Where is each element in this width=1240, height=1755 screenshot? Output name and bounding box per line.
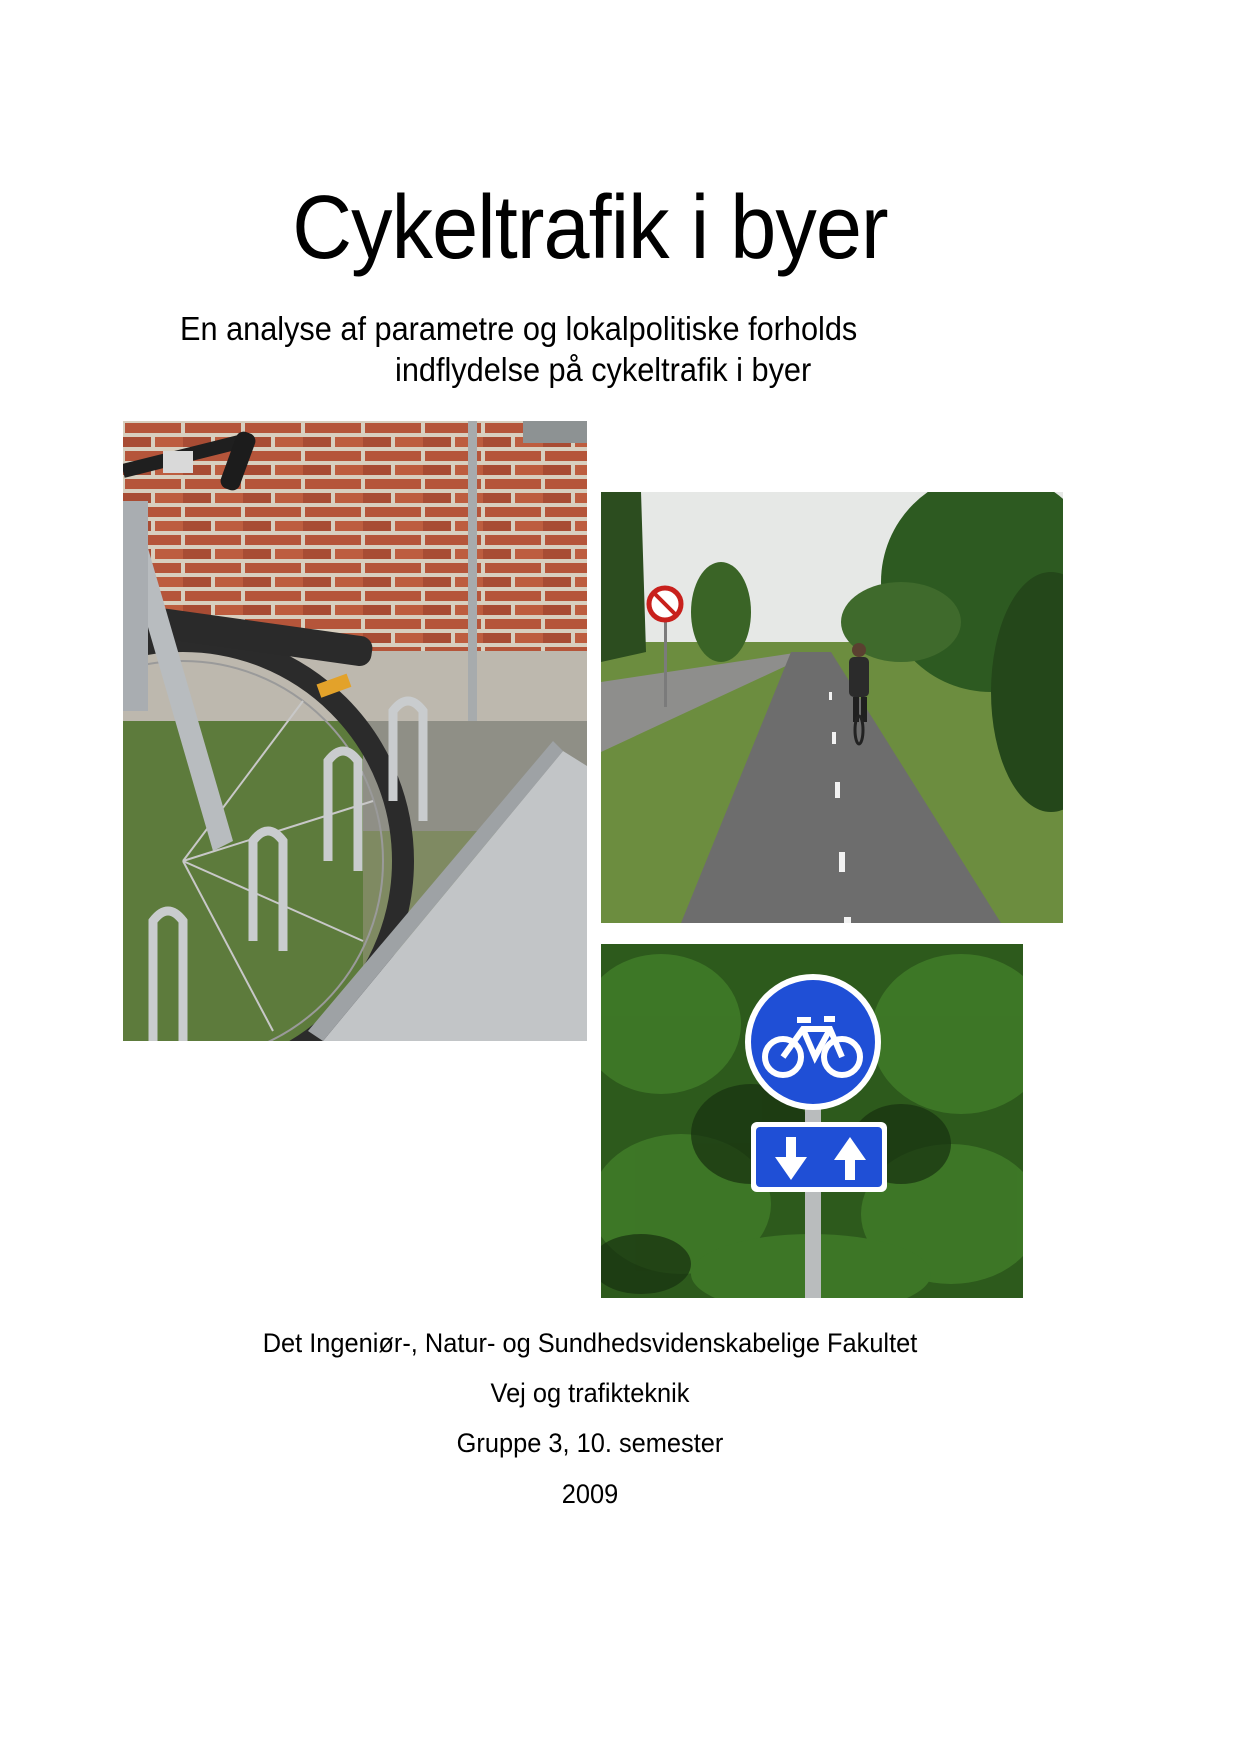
subtitle-line-2: indflydelse på cykeltrafik i byer xyxy=(395,351,812,388)
cycle-sign-photo xyxy=(601,944,1023,1298)
department-name: Vej og trafikteknik xyxy=(490,1378,690,1408)
group-semester: Gruppe 3, 10. semester xyxy=(456,1428,724,1458)
document-title: Cykeltrafik i byer xyxy=(292,178,888,278)
faculty-name: Det Ingeniør-, Natur- og Sundhedsvidenskabelige Fakultet xyxy=(262,1328,918,1358)
year: 2009 xyxy=(561,1479,619,1509)
subtitle-line-1: En analyse af parametre og lokalpolitiske forholds xyxy=(180,310,858,347)
cycle-path-photo xyxy=(601,492,1063,923)
bike-rack-photo xyxy=(123,421,587,1041)
